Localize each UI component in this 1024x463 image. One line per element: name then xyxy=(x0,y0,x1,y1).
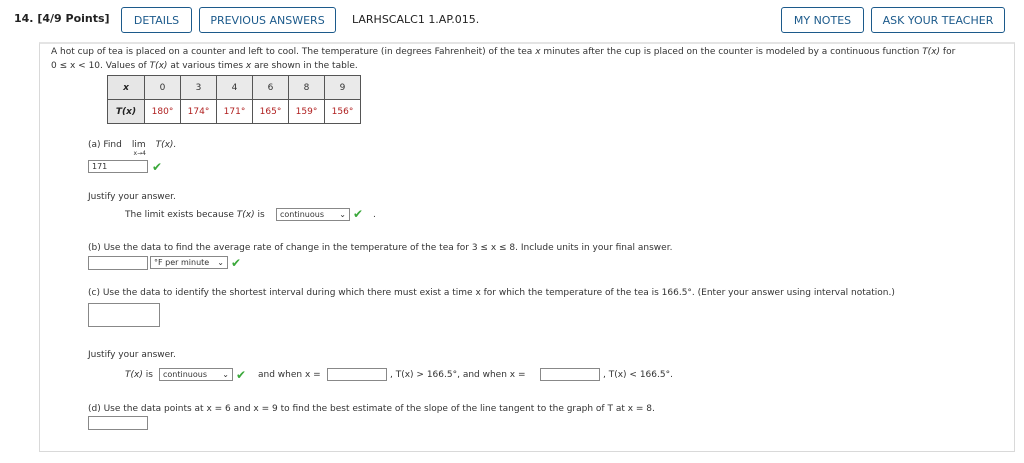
table-cell: 9 xyxy=(325,76,361,100)
table-cell: 156° xyxy=(325,100,361,124)
details-button[interactable]: DETAILS xyxy=(121,7,192,33)
part-a-reason-select[interactable]: continuous ⌄ xyxy=(276,208,350,221)
ask-teacher-button[interactable]: ASK YOUR TEACHER xyxy=(871,7,1005,33)
part-c-mid-text: , T(x) > 166.5°, and when x = xyxy=(390,370,526,380)
intro-line-1: A hot cup of tea is placed on a counter and left to cool. The temperature (in degrees Fahrenheit) of the tea x minutes after the cup is placed on the counter is modeled by a continuous function T(x) for xyxy=(51,47,956,57)
check-icon: ✔ xyxy=(353,207,364,221)
part-a-prompt: (a) Find lim x→4 T(x). xyxy=(88,140,177,157)
table-cell: 171° xyxy=(217,100,253,124)
chevron-down-icon: ⌄ xyxy=(217,258,224,267)
part-d-answer-input[interactable] xyxy=(88,416,148,430)
question-number: 14. [4/9 Points] xyxy=(14,12,110,25)
table-cell: 165° xyxy=(253,100,289,124)
part-c-answer-input[interactable] xyxy=(88,303,160,327)
part-a-justify-sentence: The limit exists because T(x) is xyxy=(125,210,265,220)
table-cell: 3 xyxy=(181,76,217,100)
table-cell: 8 xyxy=(289,76,325,100)
part-a-justify-label: Justify your answer. xyxy=(88,192,176,202)
table-cell: 159° xyxy=(289,100,325,124)
t-header: T(x) xyxy=(108,100,145,124)
part-c-fn: T(x) is xyxy=(125,370,153,380)
table-cell: 4 xyxy=(217,76,253,100)
table-cell: 0 xyxy=(145,76,181,100)
my-notes-button[interactable]: MY NOTES xyxy=(781,7,864,33)
table-row xyxy=(108,76,361,100)
chevron-down-icon: ⌄ xyxy=(339,210,346,219)
table-cell: 6 xyxy=(253,76,289,100)
part-c-and-when: and when x = xyxy=(258,370,321,380)
previous-answers-button[interactable]: PREVIOUS ANSWERS xyxy=(199,7,336,33)
part-c-x2-input[interactable] xyxy=(540,368,600,381)
check-icon: ✔ xyxy=(231,256,242,270)
x-header: x xyxy=(108,76,145,100)
part-c-end-text: , T(x) < 166.5°. xyxy=(603,370,673,380)
intro-line-2: 0 ≤ x < 10. Values of T(x) at various times x are shown in the table. xyxy=(51,61,358,71)
check-icon: ✔ xyxy=(152,160,163,174)
part-c-prompt: (c) Use the data to identify the shortest interval during which there must exist a time x for which the temperature of the tea is 166.5°. (Enter your answer using interval notation.) xyxy=(88,288,895,298)
question-code: LARHSCALC1 1.AP.015. xyxy=(352,13,480,26)
table-cell: 180° xyxy=(145,100,181,124)
part-c-justify-label: Justify your answer. xyxy=(88,350,176,360)
period: . xyxy=(373,210,376,220)
part-a-answer-input[interactable]: 171 xyxy=(88,160,148,173)
part-b-unit-select[interactable]: °F per minute ⌄ xyxy=(150,256,228,269)
chevron-down-icon: ⌄ xyxy=(222,370,229,379)
part-b-prompt: (b) Use the data to find the average rate of change in the temperature of the tea for 3 ≤ x ≤ 8. Include units in your final answer. xyxy=(88,243,673,253)
check-icon: ✔ xyxy=(236,368,247,382)
values-table xyxy=(107,75,361,124)
table-cell: 174° xyxy=(181,100,217,124)
points-score: [4/9 Points] xyxy=(37,12,110,25)
table-row xyxy=(108,100,361,124)
part-d-prompt: (d) Use the data points at x = 6 and x = 9 to find the best estimate of the slope of the line tangent to the graph of T at x = 8. xyxy=(88,404,655,414)
part-c-x1-input[interactable] xyxy=(327,368,387,381)
part-b-answer-input[interactable] xyxy=(88,256,148,270)
part-c-reason-select[interactable]: continuous ⌄ xyxy=(159,368,233,381)
